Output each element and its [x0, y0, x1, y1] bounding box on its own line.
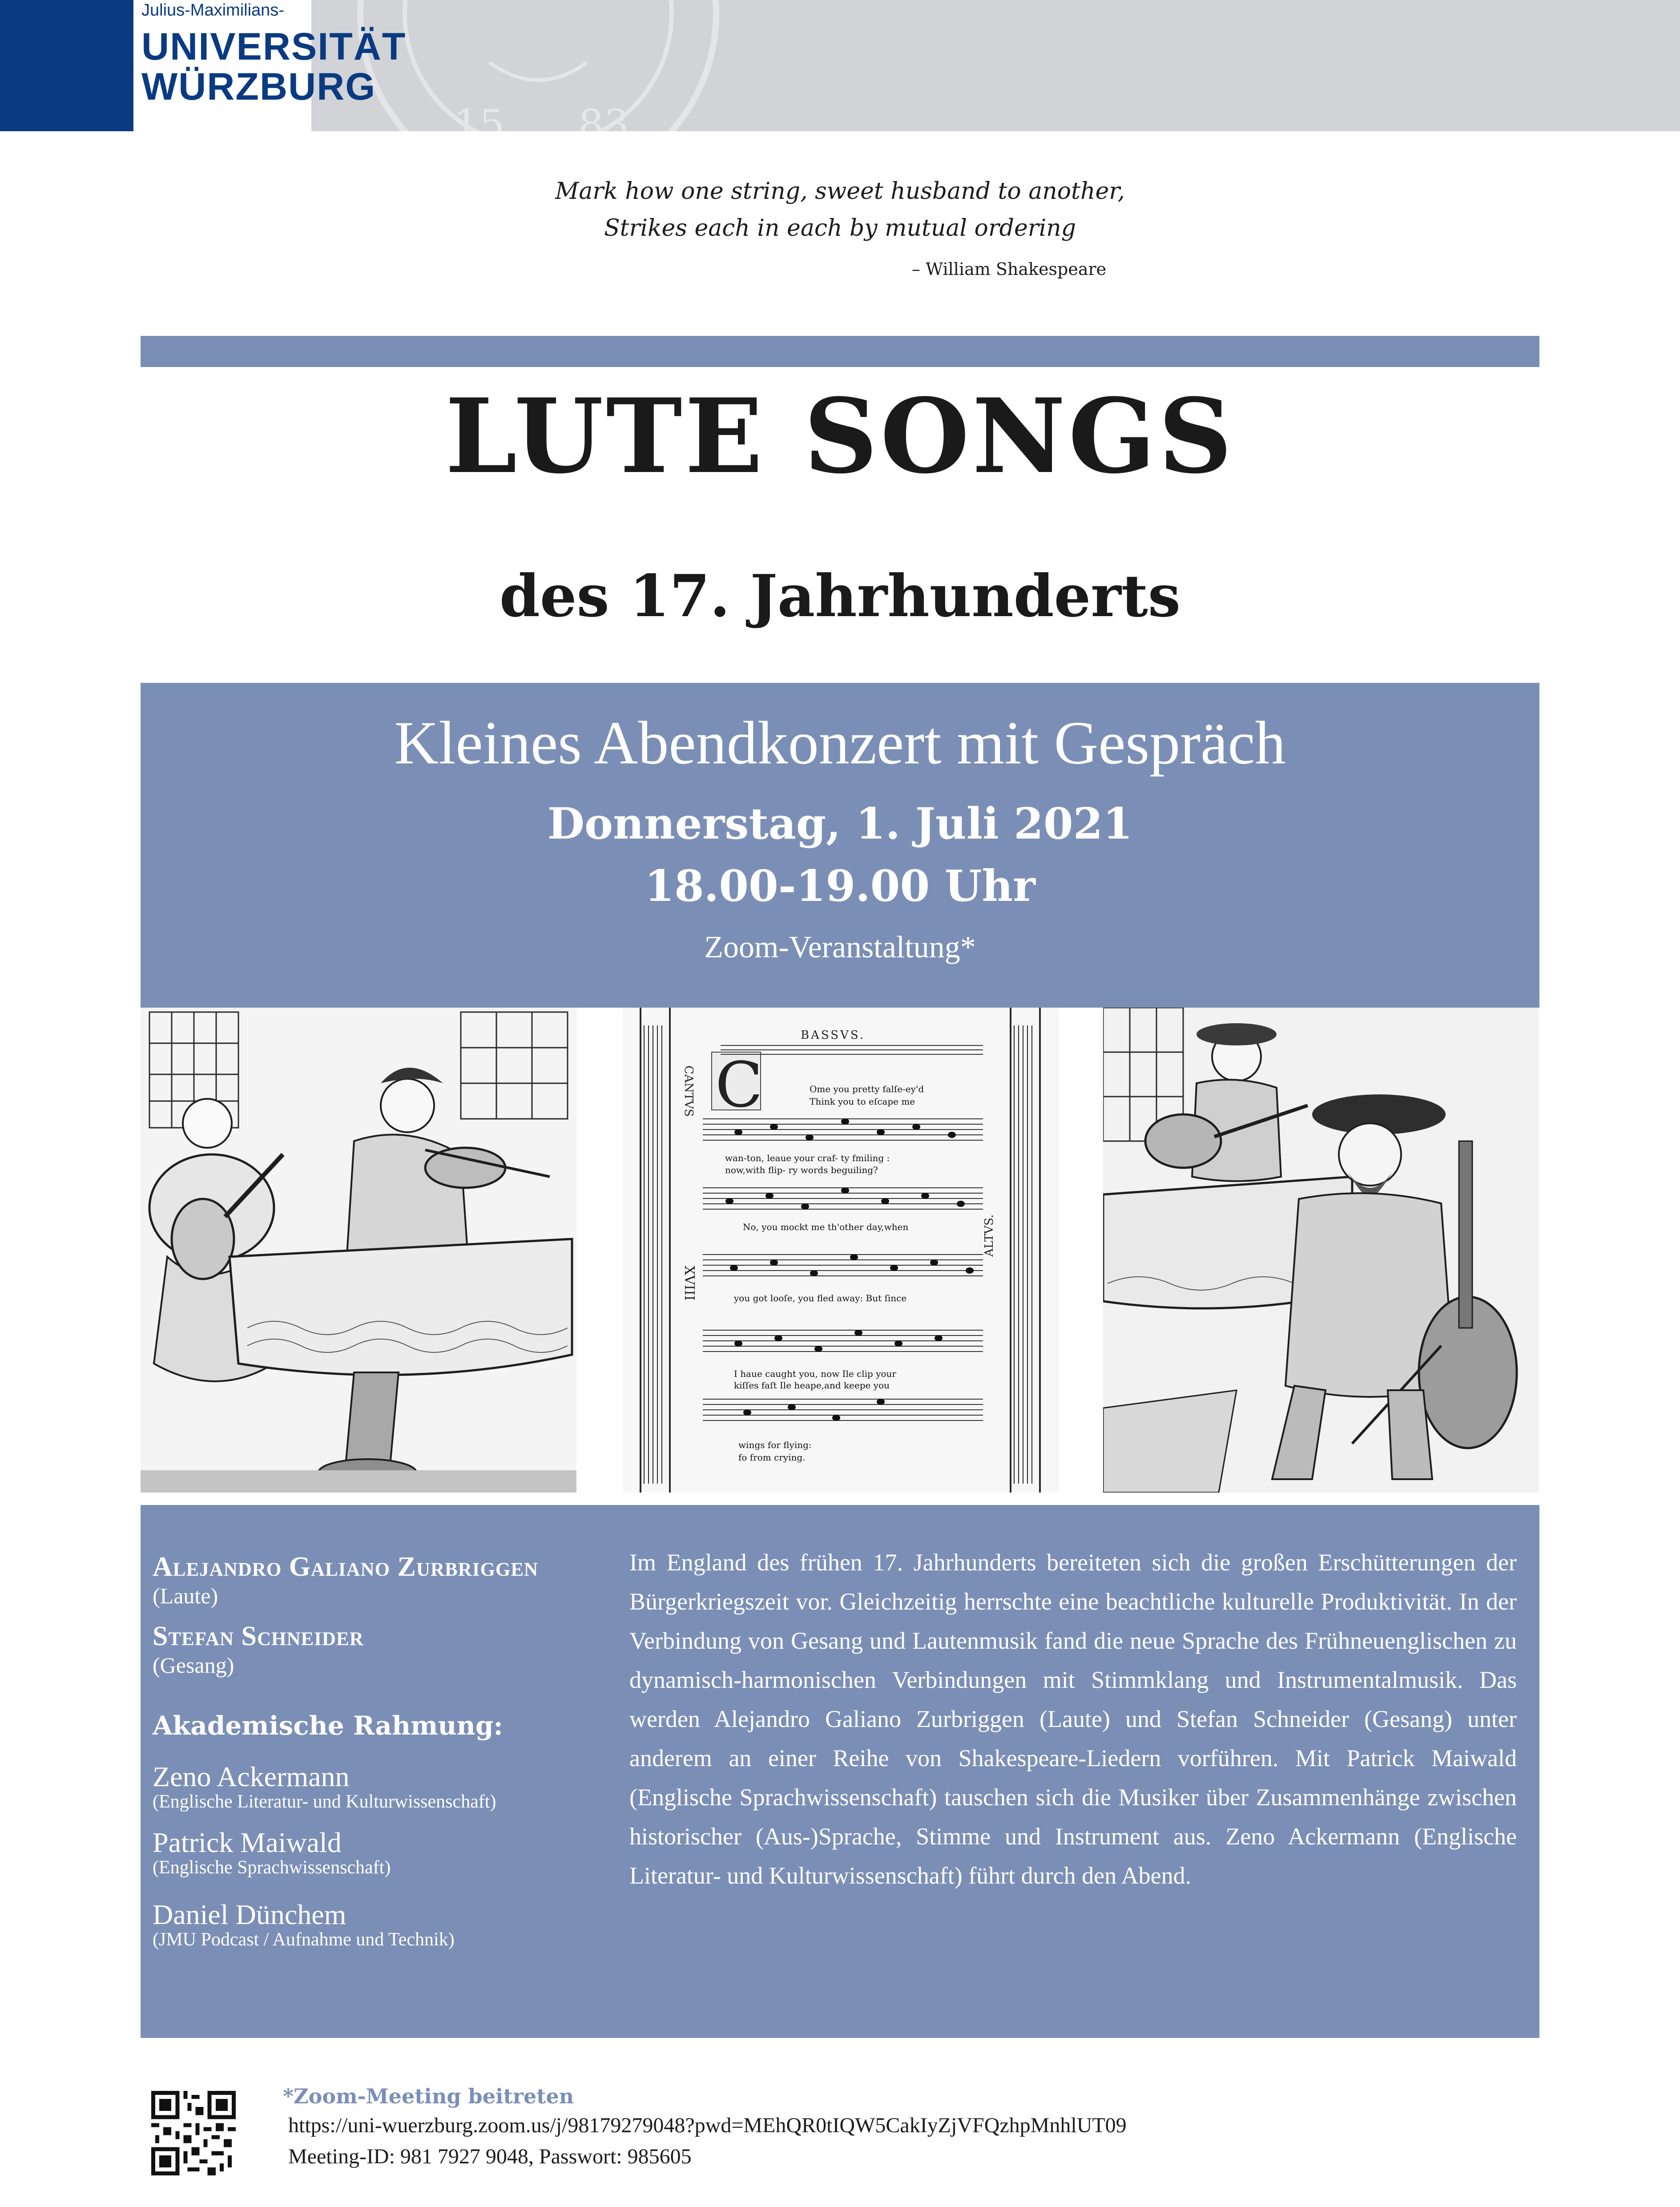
university-name-line1: UNIVERSITÄT — [141, 25, 407, 68]
academic-role: (Englische Literatur- und Kulturwissenschaft) — [153, 1791, 496, 1812]
qr-code-icon[interactable] — [151, 2091, 236, 2175]
zoom-heading: *Zoom-Meeting beitreten — [283, 2084, 574, 2108]
sheet-music-page — [623, 1008, 1059, 1493]
svg-text:15: 15 — [454, 101, 505, 148]
lyric-line: Think you to eſcape me — [810, 1096, 915, 1107]
performer-1 — [153, 1551, 538, 1609]
university-name-line2: WÜRZBURG — [141, 65, 376, 108]
university-logo-bar — [0, 0, 133, 131]
lyric-line: fo from crying. — [738, 1452, 806, 1463]
lyric-line: Ome you pretty falſe-ey'd — [810, 1084, 924, 1094]
academic-person — [153, 1762, 496, 1812]
academic-name: Zeno Ackermann — [153, 1761, 350, 1792]
svg-text:83: 83 — [578, 101, 629, 148]
lyric-line: No, you mockt me th'other day,when — [743, 1222, 909, 1232]
event-heading: Kleines Abendkonzert mit Gespräch — [394, 709, 1286, 777]
accent-bar — [141, 336, 1539, 367]
performer-role: (Gesang) — [153, 1653, 234, 1678]
university-seal-watermark — [356, 0, 721, 148]
lyric-line: wings for flying: — [738, 1440, 812, 1450]
poster-title: LUTE SONGS — [445, 376, 1235, 496]
sheet-initial: C — [715, 1049, 763, 1122]
lyric-line: kiſſes faſt Ile heape,and keepe you — [734, 1380, 890, 1391]
academic-person — [153, 1900, 455, 1950]
academic-role: (Englische Sprachwissenschaft) — [153, 1857, 391, 1878]
quote-line-2: Strikes each in each by mutual ordering — [604, 215, 1076, 242]
quote-line-1: Mark how one string, sweet husband to another, — [555, 178, 1125, 205]
lyric-line: wan-ton, leaue your craf- ty fmiling : — [725, 1153, 890, 1163]
performer-role: (Laute) — [153, 1583, 218, 1608]
academic-name: Daniel Dünchem — [153, 1899, 346, 1930]
performer-name: Alejandro Galiano Zurbriggen — [153, 1552, 539, 1582]
quote-author: – William Shakespeare — [912, 259, 1107, 279]
academic-name: Patrick Maiwald — [153, 1827, 342, 1858]
event-format: Zoom-Veranstaltung* — [704, 930, 976, 964]
sheet-side-left: CANTVS — [682, 1065, 695, 1117]
lyric-line: now,with flip- ry words beguiling? — [725, 1165, 878, 1175]
sheet-side-right: ALTVS. — [983, 1214, 996, 1257]
sheet-side-number: XVIII — [681, 1266, 697, 1301]
performer-2 — [153, 1621, 364, 1678]
zoom-meeting-info: Meeting-ID: 981 7927 9048, Passwort: 985605 — [288, 2145, 692, 2168]
performer-name: Stefan Schneider — [153, 1621, 364, 1651]
event-time: 18.00-19.00 Uhr — [645, 861, 1035, 911]
university-name-small: Julius-Maximilians- — [133, 0, 311, 131]
event-description: Im England des frühen 17. Jahrhunderts bereiteten sich die großen Erschütterungen der Bürgerkriegszeit vor. Gleichzeitig herrschte eine beachtliche kulturelle Produktivität. In der Verbindung von Gesang und Lautenmusik fand die neue Sprache des Frühneuenglischen zu dynamisch-harmonischen Verbindungen mit Stimmklang und Instrumentalmusik. Das werden Alejandro Galiano Zurbriggen (Laute) und Stefan Schneider (Gesang) unter anderem an einer Reihe von Shakespeare-Liedern vorführen. Mit Patrick Maiwald (Englische Sprachwissenschaft) tauschen sich die Musiker über Zusammenhänge zwischen historischer (Aus-)Sprache, Stimme und Instrument aus. Zeno Ackermann (Englische Literatur- und Kulturwissenschaft) führt durch den Abend. — [629, 1549, 1517, 1889]
academic-heading: Akademische Rahmung: — [153, 1711, 503, 1741]
academic-person — [153, 1828, 391, 1878]
lyric-line: you got looſe, you fled away: But ſince — [734, 1293, 907, 1303]
poster-subtitle: des 17. Jahrhunderts — [499, 562, 1181, 630]
event-date: Donnerstag, 1. Juli 2021 — [547, 799, 1133, 849]
academic-role: (JMU Podcast / Aufnahme und Technik) — [153, 1929, 455, 1950]
lyric-line: I haue caught you, now Ile clip your — [734, 1368, 896, 1379]
header-bar — [0, 0, 1680, 148]
zoom-link[interactable]: https://uni-wuerzburg.zoom.us/j/98179279048?pwd=MEhQR0tIQW5CakIyZjVFQzhpMnhlUT09 — [288, 2114, 1127, 2137]
woodcut-musicians-right — [1103, 1008, 1539, 1493]
woodcut-musicians-left — [141, 1008, 576, 1493]
sheet-header: BASSVS. — [801, 1029, 865, 1042]
